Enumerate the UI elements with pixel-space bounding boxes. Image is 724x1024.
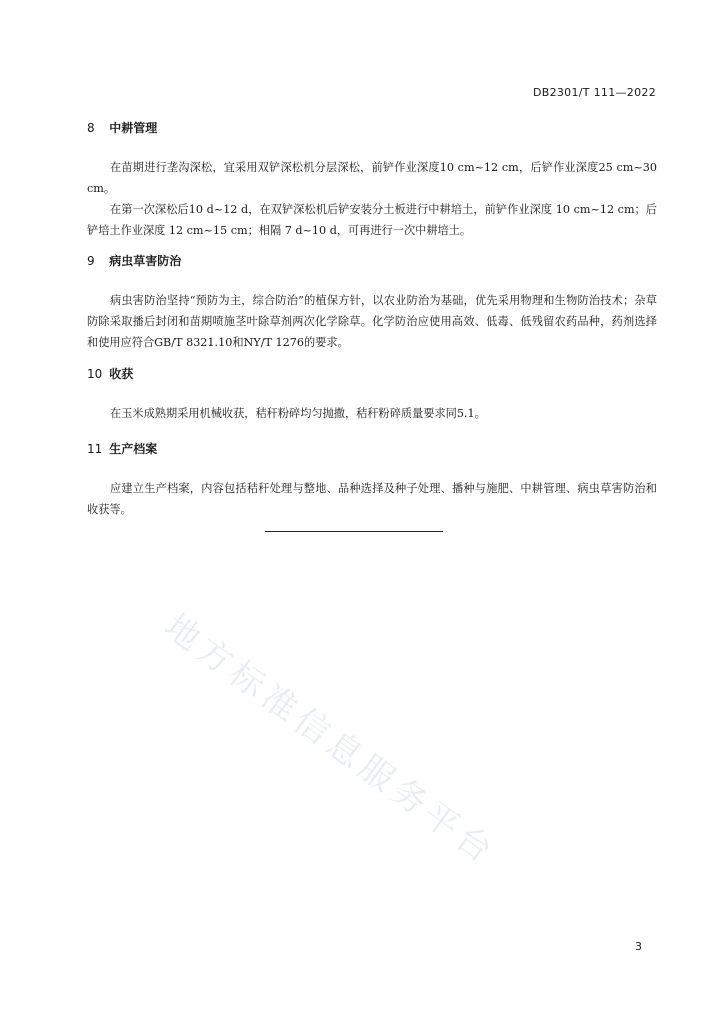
section-9	[87, 253, 657, 353]
section-number: 10	[87, 367, 103, 381]
paragraph: 在第一次深松后10 d~12 d，在双铲深松机后铲安装分土板进行中耕培土，前铲作业深度 10 cm~12 cm；后铲培土作业深度 12 cm~15 cm；相隔 7 d~10 d，可再进行一次中耕培土。	[87, 203, 657, 237]
paragraph: 病虫害防治坚持“预防为主，综合防治”的植保方针，以农业防治为基础，优先采用物理和生物防治技术；杂草防除采取播后封闭和苗期喷施茎叶除草剂两次化学除草。化学防治应使用高效、低毒、低残留农药品种，药剂选择和使用应符合GB/T 8321.10和NY/T 1276的要求。	[87, 294, 657, 349]
page-number: 3	[635, 940, 642, 953]
section-8	[87, 120, 657, 241]
section-11	[87, 441, 657, 520]
section-title: 生产档案	[109, 442, 158, 456]
section-title: 病虫草害防治	[109, 254, 182, 268]
document-code: DB2301/T 111—2022	[532, 86, 656, 99]
section-number: 11	[87, 442, 103, 456]
section-heading	[87, 366, 657, 382]
section-heading	[87, 253, 657, 269]
section-title: 中耕管理	[109, 121, 158, 135]
end-divider	[265, 531, 443, 532]
section-title: 收获	[109, 367, 134, 381]
section-10	[87, 366, 657, 424]
section-heading	[87, 441, 657, 457]
section-heading	[87, 120, 657, 136]
section-number: 9	[87, 254, 95, 268]
paragraph: 在玉米成熟期采用机械收获，秸秆粉碎均匀抛撒，秸秆粉碎质量要求同5.1。	[110, 407, 486, 420]
watermark: 地方标准信息服务平台	[156, 606, 504, 874]
paragraph: 应建立生产档案，内容包括秸秆处理与整地、品种选择及种子处理、播种与施肥、中耕管理、病虫草害防治和收获等。	[87, 482, 657, 516]
paragraph: 在苗期进行垄沟深松，宜采用双铲深松机分层深松，前铲作业深度10 cm~12 cm，后铲作业深度25 cm~30 cm。	[87, 161, 657, 195]
section-number: 8	[87, 121, 95, 135]
